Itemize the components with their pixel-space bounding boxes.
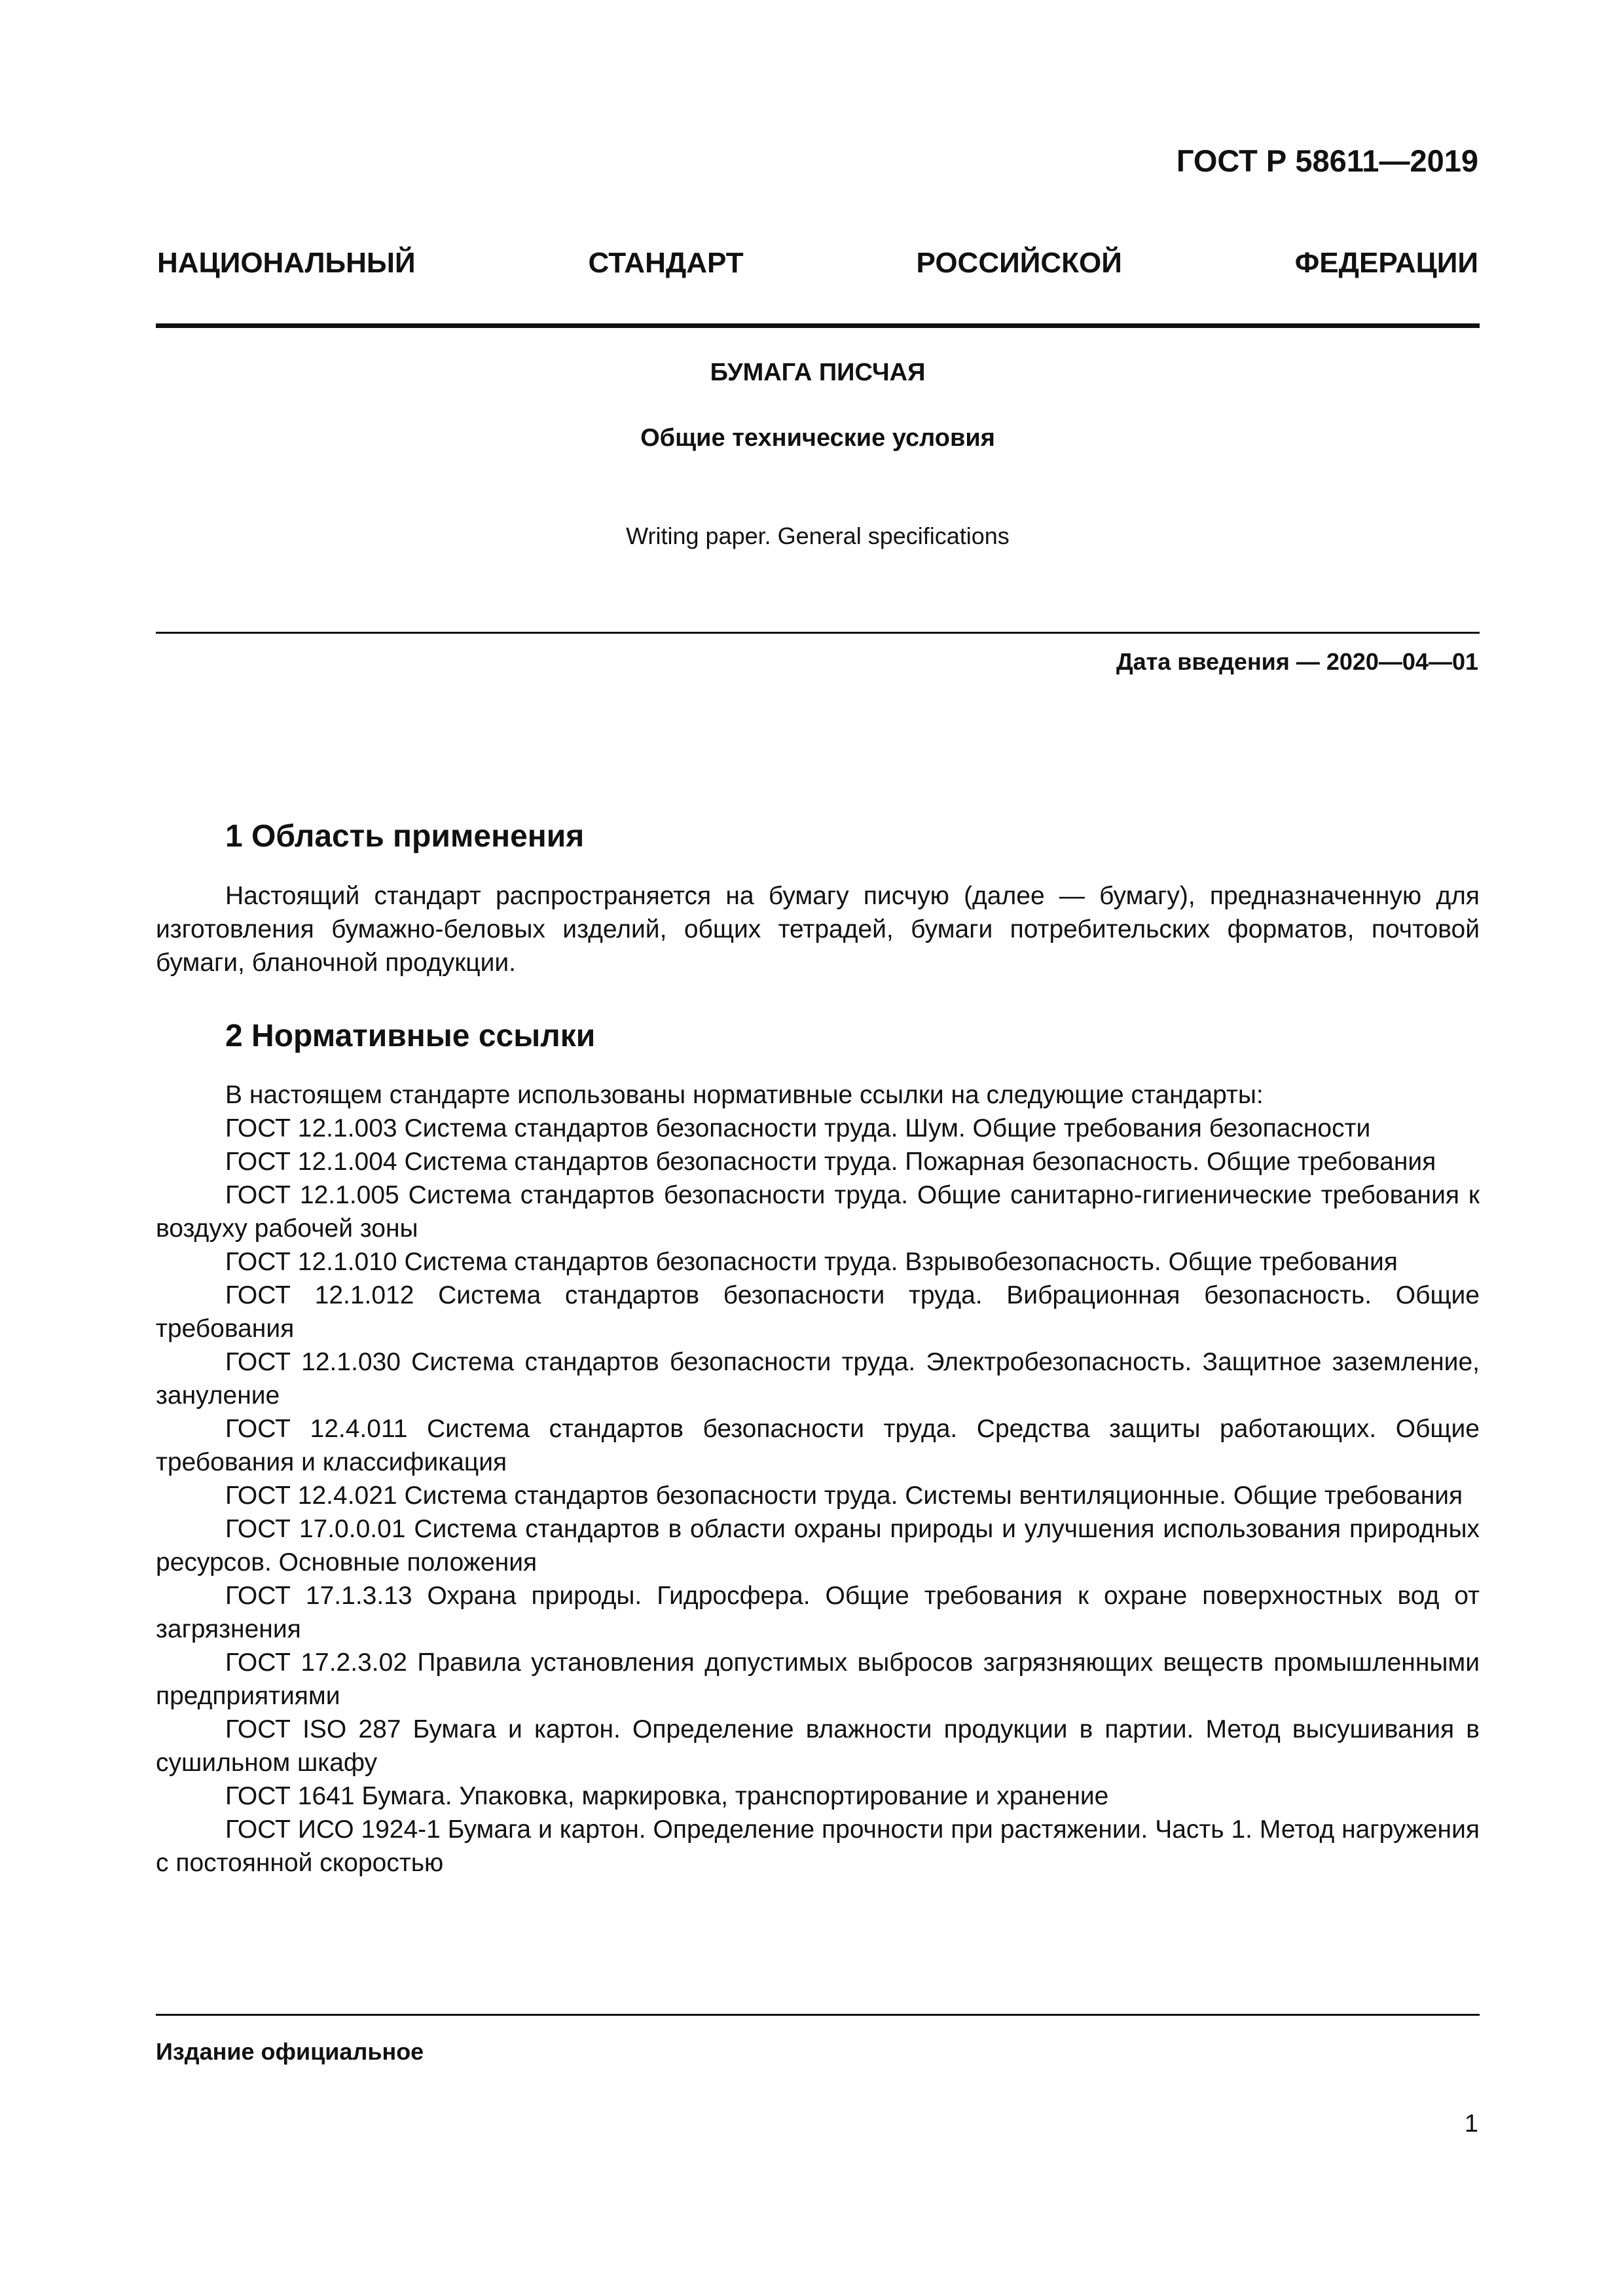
- reference-item: ГОСТ 12.1.004 Система стандартов безопасности труда. Пожарная безопасность. Общие требования: [225, 1148, 1436, 1176]
- introduction-date: Дата введения — 2020—04—01: [1116, 648, 1478, 675]
- reference-item: ГОСТ ISO 287 Бумага и картон. Определение влажности продукции в партии. Метод высушивания в сушильном шкафу: [156, 1715, 1480, 1777]
- document-subtitle: Общие технические условия: [640, 424, 995, 452]
- section-2-intro: В настоящем стандарте использованы нормативные ссылки на следующие стандарты:: [225, 1081, 1264, 1109]
- document-code: ГОСТ Р 58611—2019: [1176, 143, 1478, 178]
- reference-item: ГОСТ 12.1.005 Система стандартов безопасности труда. Общие санитарно-гигиенические требования к воздуху рабочей зоны: [156, 1181, 1480, 1243]
- reference-item: ГОСТ 17.0.0.01 Система стандартов в области охраны природы и улучшения использования природных ресурсов. Основные положения: [156, 1515, 1480, 1576]
- reference-item: ГОСТ ИСО 1924-1 Бумага и картон. Определение прочности при растяжении. Часть 1. Метод нагружения с постоянной скоростью: [156, 1815, 1480, 1877]
- document-title: БУМАГА ПИСЧАЯ: [710, 359, 926, 386]
- reference-item: ГОСТ 17.2.3.02 Правила установления допустимых выбросов загрязняющих веществ промышленными предприятиями: [156, 1649, 1480, 1710]
- national-standard-banner: НАЦИОНАЛЬНЫЙ СТАНДАРТ РОССИЙСКОЙ ФЕДЕРАЦИИ: [157, 247, 1478, 279]
- section-1-heading: 1 Область применения: [225, 819, 585, 854]
- reference-item: ГОСТ 12.1.012 Система стандартов безопасности труда. Вибрационная безопасность. Общие требования: [156, 1281, 1480, 1343]
- section-2-heading: 2 Нормативные ссылки: [225, 1019, 596, 1053]
- reference-item: ГОСТ 12.4.021 Система стандартов безопасности труда. Системы вентиляционные. Общие требования: [225, 1482, 1463, 1510]
- reference-item: ГОСТ 12.1.003 Система стандартов безопасности труда. Шум. Общие требования безопасности: [225, 1114, 1371, 1142]
- reference-item: ГОСТ 17.1.3.13 Охрана природы. Гидросфера. Общие требования к охране поверхностных вод от загрязнения: [156, 1582, 1480, 1643]
- reference-item: ГОСТ 1641 Бумага. Упаковка, маркировка, транспортирование и хранение: [225, 1782, 1109, 1810]
- header-divider: [156, 323, 1480, 328]
- section-1-body: [156, 879, 1480, 979]
- title-divider: [156, 632, 1480, 634]
- reference-item: ГОСТ 12.1.030 Система стандартов безопасности труда. Электробезопасность. Защитное заземление, зануление: [156, 1348, 1480, 1410]
- page-number: 1: [1464, 2110, 1478, 2138]
- reference-item: ГОСТ 12.1.010 Система стандартов безопасности труда. Взрывобезопасность. Общие требования: [225, 1248, 1398, 1276]
- section-1-paragraph: Настоящий стандарт распространяется на бумагу писчую (далее — бумагу), предназначенную для изготовления бумажно-беловых изделий, общих тетрадей, бумаги потребительских форматов, почтовой бумаги, бланочной продукции.: [156, 882, 1480, 977]
- official-edition-label: Издание официальное: [156, 2038, 424, 2065]
- reference-item: ГОСТ 12.4.011 Система стандартов безопасности труда. Средства защиты работающих. Общие требования и классификация: [156, 1415, 1480, 1476]
- section-2-body: [156, 1078, 1480, 1880]
- english-title: Writing paper. General specifications: [626, 522, 1010, 549]
- footer-divider: [156, 2014, 1480, 2016]
